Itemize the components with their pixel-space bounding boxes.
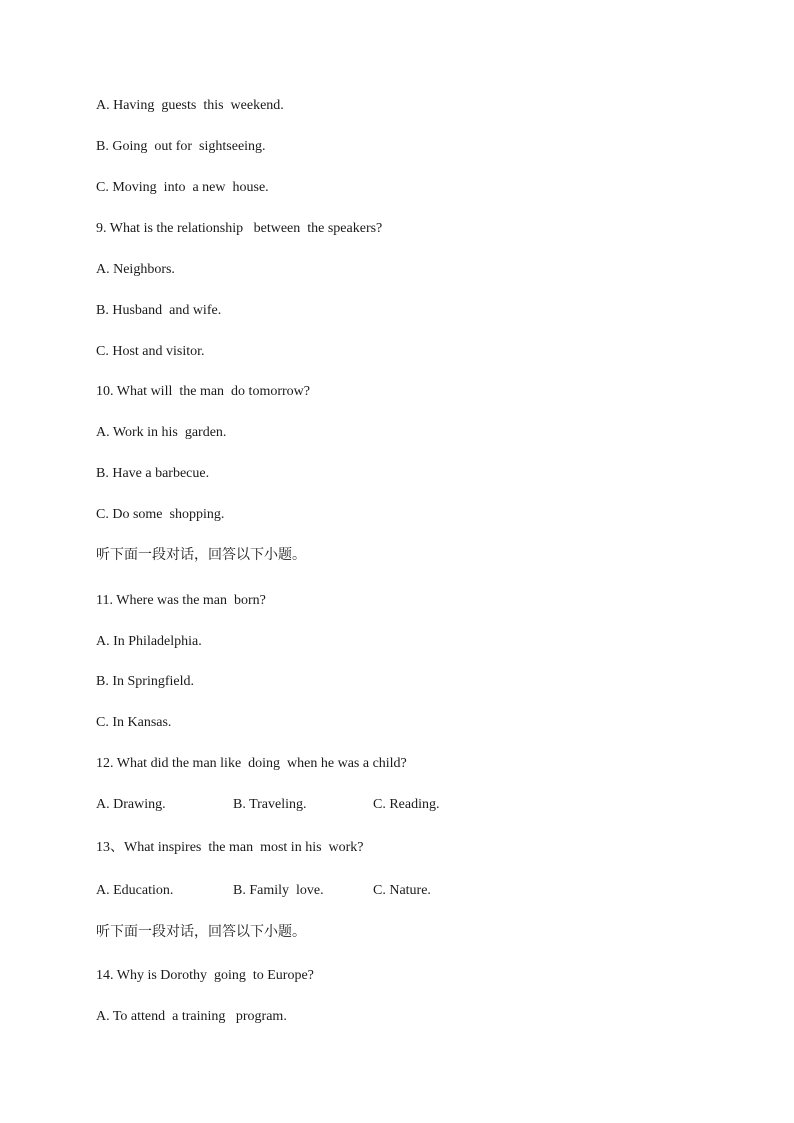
question-11: 11. Where was the man born?	[96, 593, 266, 608]
q13-option-b: B. Family love.	[233, 883, 324, 898]
q10-option-a: A. Work in his garden.	[96, 425, 227, 440]
question-10: 10. What will the man do tomorrow?	[96, 384, 310, 399]
q11-option-b: B. In Springfield.	[96, 674, 194, 689]
q9-option-a: A. Neighbors.	[96, 262, 175, 277]
q9-option-b: B. Husband and wife.	[96, 303, 222, 318]
q14-option-a: A. To attend a training program.	[96, 1009, 287, 1024]
q10-option-b: B. Have a barbecue.	[96, 466, 210, 481]
q12-option-b: B. Traveling.	[233, 797, 307, 812]
q10-option-c: C. Do some shopping.	[96, 507, 225, 522]
question-12: 12. What did the man like doing when he was a child?	[96, 756, 407, 771]
q12-option-a: A. Drawing.	[96, 797, 166, 812]
question-13: 13、What inspires the man most in his work?	[96, 840, 364, 855]
q12-option-c: C. Reading.	[373, 797, 440, 812]
q13-options	[96, 883, 596, 899]
q13-option-c: C. Nature.	[373, 883, 431, 898]
q11-option-c: C. In Kansas.	[96, 715, 172, 730]
q8-option-c: C. Moving into a new house.	[96, 180, 269, 195]
q8-option-a: A. Having guests this weekend.	[96, 98, 284, 113]
question-9: 9. What is the relationship between the speakers?	[96, 221, 383, 236]
q8-option-b: B. Going out for sightseeing.	[96, 139, 266, 154]
q12-options	[96, 797, 596, 813]
question-14: 14. Why is Dorothy going to Europe?	[96, 968, 314, 983]
q9-option-c: C. Host and visitor.	[96, 344, 205, 359]
section-instruction: 听下面一段对话，回答以下小题。	[96, 547, 306, 563]
q11-option-a: A. In Philadelphia.	[96, 634, 202, 649]
q13-option-a: A. Education.	[96, 883, 174, 898]
section-instruction: 听下面一段对话，回答以下小题。	[96, 924, 306, 940]
